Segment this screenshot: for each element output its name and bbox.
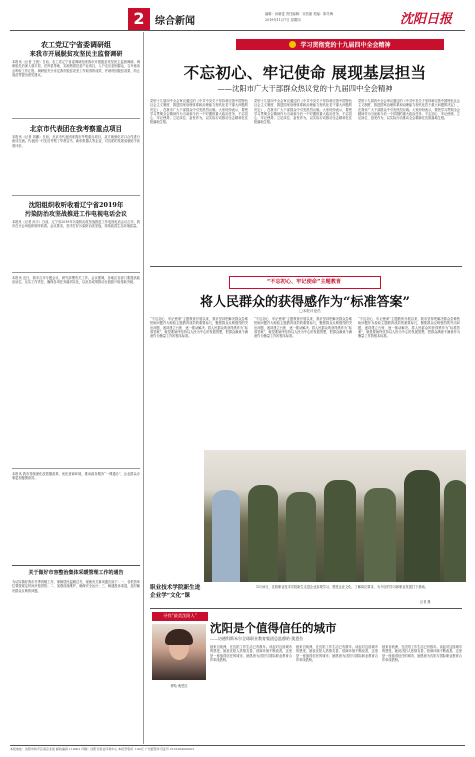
feature-headline: 将人民群众的获得感作为“标准答案” xyxy=(200,295,410,310)
story3-title-line2: 污染防治攻坚战推进工作电视电话会议 xyxy=(24,211,127,218)
story2-body: 本报讯（记者 刘鹏）日前，北京市代表团来我市考察重点项目，双方就深化对口合作进行座谈交流。代表团一行先后考察了华晨宝马、新松机器人等企业，对沈阳的发展成就给予高度评价。 xyxy=(12,135,140,148)
person-figure xyxy=(444,480,466,582)
story5-body: 本报讯 我市持续深化放管服改革，优化营商环境，推动政务服务“一网通办”，企业群众办事更加便捷高效。 xyxy=(12,472,140,481)
person-figure xyxy=(364,488,396,582)
footer-text: 本报地址：沈阳市和平区南京北街 邮政编码 110001 印刷：沈阳日报社印务中心 本报零售价 1.00元 广告经营许可证号 2101004000021 xyxy=(10,747,195,751)
main-body-col2: 党的十九届四中全会审议通过的《中共中央关于坚持和完善中国特色社会主义制度、推进国家治理体系和治理能力现代化若干重大问题的决定》，在我市广大干部群众中引发热烈反响。大家纷纷表示，要把学习贯彻全会精神作为当前和今后一个时期的重大政治任务，不忘初心、牢记使命，立足岗位、奋发作为，以实际行动推动全会精神在沈阳落地生根。 xyxy=(254,99,352,125)
header-editors: 编辑：孙晓雯 责任编辑：宋晋丽 美编：陈冬梅 xyxy=(265,12,334,16)
bottom-feature-body-col1: 她来自欧洲，在沈阳工作生活已有数年。谈起对这座城市的感受，她说沈阳人热情友善，营商环境不断改善，这里是一座值得信任的城市，她愿意为沈阳与国际职业教育合作牵线搭桥。 xyxy=(210,645,292,662)
main-bottom-rule xyxy=(150,266,462,267)
person-figure xyxy=(286,492,316,582)
story2-title: 北京市代表团在我考察重点项目 xyxy=(29,125,123,133)
feature-byline: □本报评论员 xyxy=(299,309,321,313)
header-date: 2019年11月7日 星期四 xyxy=(265,18,301,22)
notice-body: 为切实做好我市冬季供暖工作，保障居民温暖过冬，现就有关事项通告如下：一、各供热单位要按规定时间开栓供热；二、加强设施维护，确保安全运行；三、畅通投诉渠道，及时解决群众反映的问题。 xyxy=(12,580,140,593)
feature-kicker: “不忘初心、牢记使命”主题教育 xyxy=(266,279,342,285)
bottom-feature-subheadline: ——访德科斯米尔全球职业教育集团总监穆哈·奥恩拉 xyxy=(210,636,304,641)
story3-title-line1: 沈阳组织收听收看辽宁省2019年 xyxy=(28,201,124,209)
notice-title: 关于做好市容整治集体采暖管理工作的通告 xyxy=(28,570,124,576)
theme-banner-label: 学习贯彻党的十九届四中全会精神 xyxy=(300,42,391,49)
portrait-hair xyxy=(165,629,193,645)
news-photo xyxy=(204,450,466,582)
bottom-feature-tag-label: 寻找“最美沈阳人” xyxy=(163,613,197,618)
feature-body-col3: “不忘初心、牢记使命”主题教育开展以来，我市坚持把解决群众急难愁盼问题作为检验主题教育成效的重要标尺，聚焦群众反映强烈的突出问题，逐项建立台账、逐一推动解决。将人民群众的获得感作为“标准答案”，就是要始终坚持以人民为中心的发展思想，把群众满意不满意作为衡量工作的根本标准。 xyxy=(358,317,460,339)
story1-body: 本报讯（记者 王晨）日前，农工党辽宁省委调研组来我市开展脱贫攻坚民主监督调研。调研组先后深入康平县、法库县等地，实地察看扶贫产业项目，入户走访贫困群众，召开座谈会听取工作汇报。调研组充分肯定我市脱贫攻坚工作取得的成效，并就巩固脱贫成果、防止返贫等提出意见建议。 xyxy=(12,60,140,77)
portrait-photo xyxy=(152,624,206,680)
person-figure xyxy=(212,490,240,582)
footer-rule xyxy=(10,745,465,746)
main-body-col1: 党的十九届四中全会审议通过的《中共中央关于坚持和完善中国特色社会主义制度、推进国家治理体系和治理能力现代化若干重大问题的决定》，在我市广大干部群众中引发热烈反响。大家纷纷表示，要把学习贯彻全会精神作为当前和今后一个时期的重大政治任务，不忘初心、牢记使命，立足岗位、奋发作为，以实际行动推动全会精神在沈阳落地生根。 xyxy=(150,99,248,125)
story1-title-line2: 来我市开展脱贫攻坚民主监督调研 xyxy=(29,51,123,58)
feature-body-col2: “不忘初心、牢记使命”主题教育开展以来，我市坚持把解决群众急难愁盼问题作为检验主题教育成效的重要标尺，聚焦群众反映强烈的突出问题，逐项建立台账、逐一推动解决。将人民群众的获得感作为“标准答案”，就是要始终坚持以人民为中心的发展思想，把群众满意不满意作为衡量工作的根本标准。 xyxy=(254,317,352,339)
story4-body: 本报讯 近日，我市召开专题会议，研究部署有关工作。会议强调，各地区各部门要提高政治站位，压实工作责任，确保各项任务落到实处，以优异成绩推动全面振兴取得新突破。 xyxy=(12,276,140,285)
feature-body-col1: “不忘初心、牢记使命”主题教育开展以来，我市坚持把解决群众急难愁盼问题作为检验主题教育成效的重要标尺，聚焦群众反映强烈的突出问题，逐项建立台账、逐一推动解决。将人民群众的获得感作为“标准答案”，就是要始终坚持以人民为中心的发展思想，把群众满意不满意作为衡量工作的根本标准。 xyxy=(150,317,248,339)
photo-credit: 记者 摄 xyxy=(420,600,431,604)
portrait-caption: 穆哈·奥恩拉 xyxy=(170,684,188,688)
bottom-feature-body-col2: 她来自欧洲，在沈阳工作生活已有数年。谈起对这座城市的感受，她说沈阳人热情友善，营商环境不断改善，这里是一座值得信任的城市，她愿意为沈阳与国际职业教育合作牵线搭桥。 xyxy=(296,645,378,662)
photo-caption-title: 职业技术学院新生进企业学“文化”课 xyxy=(150,585,201,599)
notice-rule xyxy=(12,565,140,566)
party-emblem-icon xyxy=(289,41,296,48)
section-title: 综合新闻 xyxy=(155,16,195,27)
bottom-feature-headline: 沈阳是个值得信任的城市 xyxy=(210,621,337,635)
main-body-col3: 党的十九届四中全会审议通过的《中共中央关于坚持和完善中国特色社会主义制度、推进国家治理体系和治理能力现代化若干重大问题的决定》，在我市广大干部群众中引发热烈反响。大家纷纷表示，要把学习贯彻全会精神作为当前和今后一个时期的重大政治任务，不忘初心、牢记使命，立足岗位、奋发作为，以实际行动推动全会精神在沈阳落地生根。 xyxy=(358,99,460,121)
person-figure xyxy=(324,480,356,582)
person-figure xyxy=(404,470,440,582)
divider xyxy=(12,272,140,273)
story1-title-line1: 农工党辽宁省委调研组 xyxy=(41,40,111,49)
person-figure xyxy=(248,485,278,582)
divider xyxy=(12,468,140,469)
bottom-feature-rule xyxy=(150,608,462,609)
divider xyxy=(12,118,140,119)
header-rule xyxy=(10,30,465,31)
newspaper-logo: 沈阳日报 xyxy=(400,12,453,27)
photo-caption-body: 11月6日，沈阳职业技术学院新生走进企业参观学习，感受企业文化，了解岗位要求，为今后的学习和职业发展打下基础。 xyxy=(256,585,428,589)
bottom-feature-body-col3: 她来自欧洲，在沈阳工作生活已有数年。谈起对这座城市的感受，她说沈阳人热情友善，营商环境不断改善，这里是一座值得信任的城市，她愿意为沈阳与国际职业教育合作牵线搭桥。 xyxy=(382,645,462,662)
main-headline: 不忘初心、牢记使命 展现基层担当 xyxy=(183,63,427,82)
main-subheadline: ——沈阳市广大干部群众热议党的十九届四中全会精神 xyxy=(217,84,393,93)
left-column-divider xyxy=(143,32,144,744)
theme-banner xyxy=(236,39,444,50)
story3-body: 本报讯（记者 孙宇）日前，辽宁省2019年污染防治攻坚战推进工作电视电话会议召开，我市在分会场组织收听收看。会议要求，坚决打好污染防治攻坚战，持续改善生态环境质量。 xyxy=(12,220,140,229)
page-number: 2 xyxy=(133,9,145,28)
divider xyxy=(12,195,140,196)
